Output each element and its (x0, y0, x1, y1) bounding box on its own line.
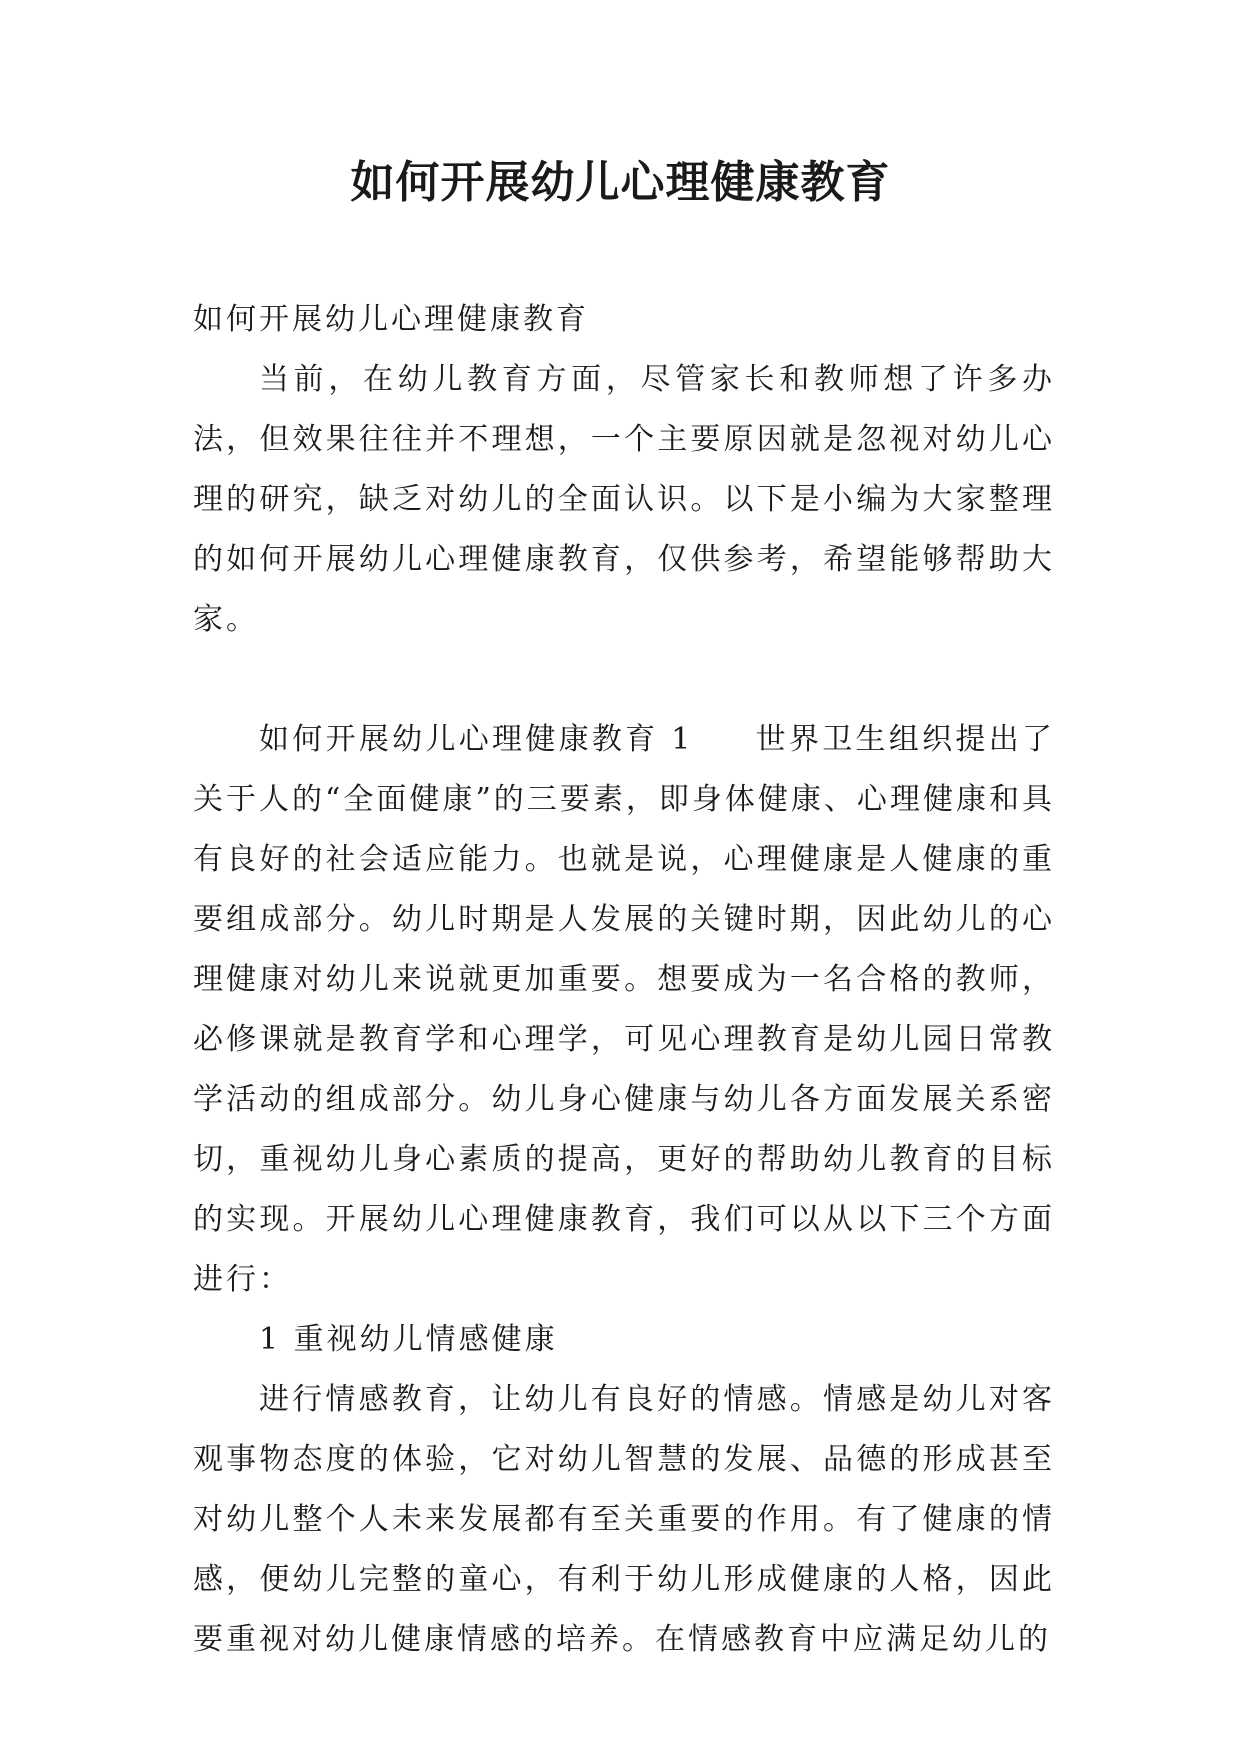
point1-heading: 1 重视幼儿情感健康 (259, 1322, 558, 1357)
document-title: 如何开展幼儿心理健康教育 (350, 157, 891, 208)
section1-heading: 如何开展幼儿心理健康教育 1 (259, 722, 694, 757)
section1-body: 世界卫生组织提出了关于人的“全面健康”的三要素，即身体健康、心理健康和具有良好的社会适应能力。也就是说，心理健康是人健康的重要组成部分。幼儿时期是人发展的关键时期，因此幼儿的心理健康对幼儿来说就更加重要。想要成为一名合格的教师，必修课就是教育学和心理学，可见心理教育是幼儿园日常教学活动的组成部分。幼儿身心健康与幼儿各方面发展关系密切，重视幼儿身心素质的提高，更好的帮助幼儿教育的目标的实现。开展幼儿心理健康教育，我们可以从以下三个方面进行： (193, 722, 1055, 1297)
section1-paragraph (193, 710, 1055, 1310)
paragraph-spacer (193, 650, 1055, 710)
subtitle-line: 如何开展幼儿心理健康教育 (193, 302, 589, 337)
point1-paragraph: 进行情感教育，让幼儿有良好的情感。情感是幼儿对客观事物态度的体验，它对幼儿智慧的发展、品德的形成甚至对幼儿整个人未来发展都有至关重要的作用。有了健康的情感，便幼儿完整的童心，有利于幼儿形成健康的人格，因此要重视对幼儿健康情感的培养。在情感教育中应满足幼儿的 (193, 1382, 1055, 1657)
intro-paragraph: 当前，在幼儿教育方面，尽管家长和教师想了许多办法，但效果往往并不理想，一个主要原因就是忽视对幼儿心理的研究，缺乏对幼儿的全面认识。以下是小编为大家整理的如何开展幼儿心理健康教育，仅供参考，希望能够帮助大家。 (193, 362, 1055, 637)
document-body (193, 290, 1055, 1670)
